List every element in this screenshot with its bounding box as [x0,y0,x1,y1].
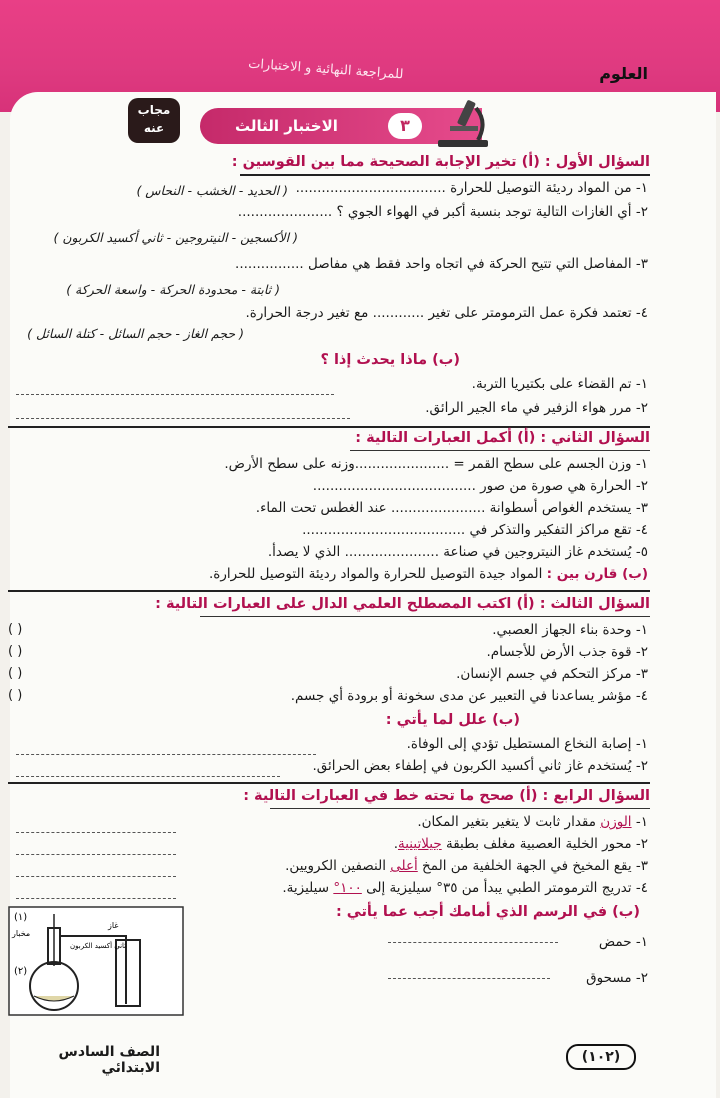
divider [8,782,650,784]
grade-label: الصف السادس الابتدائي [58,1044,160,1076]
q3-part-b-heading: (ب) علل لما يأتي : [385,712,520,728]
answer-line [16,418,350,419]
answer-line [16,394,334,395]
answer-line [16,876,176,877]
q3-item: ٢- قوة جذب الأرض للأجسام. [486,644,648,660]
figure-label: (١) [14,912,28,923]
q1-item: ٣- المفاصل التي تتيح الحركة في اتجاه واحد فقط هي مفاصل ................ [235,256,648,272]
q4-item: ٣- يقع المخيخ في الجهة الخلفية من المخ أعلى النصفين الكرويين. [285,858,648,874]
q1-item: ١- من المواد رديئة التوصيل للحرارة ................................... [295,180,648,196]
answer-line [16,776,280,777]
test-number: ٣ [388,113,422,139]
q1-options: ( الأكسجين - النيتروجين - ثاني أكسيد الكربون ) [53,230,298,245]
q3-item: ٣- مركز التحكم في جسم الإنسان. [456,666,648,682]
q3-b-item: ٢- يُستخدم غاز ثاني أكسيد الكربون في إطفاء بعض الحرائق. [312,758,648,774]
q3-item: ٤- مؤشر يساعدنا في التعبير عن مدى سخونة أو برودة أي جسم. [290,688,648,704]
q2-item: ٣- يستخدم الغواص أسطوانة ...................... عند الغطس تحت الماء. [255,500,648,516]
answer-line [388,942,558,943]
subject-title: العلوم [599,64,648,83]
q3-item: ١- وحدة بناء الجهاز العصبي. [492,622,648,638]
q4-item: ٢- محور الخلية العصبية مغلف بطبقة جيلاتينية. [393,836,648,852]
q4-b-item: ٢- مسحوق [586,970,648,986]
q1-b-item: ١- تم القضاء على بكتيريا التربة. [471,376,648,392]
q4-item: ٤- تدريج الترمومتر الطبي يبدأ من ٣٥° سيليزية إلى ١٠٠° سيليزية. [282,880,648,896]
answer-blank: ( ) [8,644,23,659]
divider [8,426,650,428]
divider [270,808,650,809]
figure-label: مخبار [12,929,31,938]
q1-item: ٤- تعتمد فكرة عمل الترمومتر على تغير ............ مع تغير درجة الحرارة. [245,305,648,321]
q1-item: ٢- أي الغازات التالية توجد بنسبة أكبر في الهواء الجوي ؟ ...................... [237,204,648,220]
divider [350,450,650,451]
q1-options: ( الحديد - الخشب - النحاس ) [136,183,288,198]
lab-apparatus-figure [8,906,184,1016]
answer-line [16,898,176,899]
answer-blank: ( ) [8,622,23,637]
q2-item: ٢- الحرارة هي صورة من صور ...................................... [312,478,648,494]
q4-item: ١- الوزن مقدار ثابت لا يتغير بتغير المكان. [417,814,648,830]
answer-line [16,854,176,855]
q1-b-item: ٢- مرر هواء الزفير في ماء الجير الرائق. [425,400,648,416]
q3-b-item: ١- إصابة النخاع المستطيل تؤدي إلى الوفاة. [406,736,648,752]
q1-options: ( حجم الغاز - حجم السائل - كتلة السائل ) [27,326,244,341]
microscope-icon [436,96,492,148]
answer-blank: ( ) [8,688,23,703]
q4-part-b-heading: (ب) في الرسم الذي أمامك أجب عما يأتي : [335,904,640,920]
divider [8,590,650,592]
answer-line [16,832,176,833]
q1-part-b-heading: (ب) ماذا يحدث إذا ؟ [320,352,460,368]
q2-part-b: (ب) قارن بين : المواد جيدة التوصيل للحرارة والمواد رديئة التوصيل للحرارة. [208,566,648,582]
answer-line [388,978,550,979]
q1-options: ( ثابتة - محدودة الحركة - واسعة الحركة ) [66,282,280,297]
q2-item: ٥- يُستخدم غاز النيتروجين في صناعة ...................... الذي لا يصدأ. [267,544,648,560]
q2-item: ٤- تقع مراكز التفكير والتذكر في ...................................... [302,522,648,538]
divider [200,616,650,617]
answer-line [16,754,316,755]
q1-heading: السؤال الأول : (أ) تخير الإجابة الصحيحة مما بين القوسين : [231,154,650,170]
series-title: للمراجعة النهائية و الاختبارات [247,56,404,83]
answer-blank: ( ) [8,666,23,681]
test-title: الاختبار الثالث [235,117,338,135]
figure-label: غاز [108,921,119,930]
q2-item: ١- وزن الجسم على سطح القمر = ......................وزنه على سطح الأرض. [224,456,648,472]
page-number: (١٠٢) [566,1044,636,1070]
figure-label: ثاني أكسيد الكربون [70,942,127,950]
divider [240,174,650,176]
figure-label: (٢) [14,966,28,977]
answered-badge: مجاب عنه [128,98,180,143]
q4-heading: السؤال الرابع : (أ) صحح ما تحته خط في العبارات التالية : [243,788,650,804]
q3-heading: السؤال الثالث : (أ) اكتب المصطلح العلمي الدال على العبارات التالية : [155,596,650,612]
q2-heading: السؤال الثاني : (أ) أكمل العبارات التالية : [355,430,650,446]
q4-b-item: ١- حمض [598,934,648,950]
